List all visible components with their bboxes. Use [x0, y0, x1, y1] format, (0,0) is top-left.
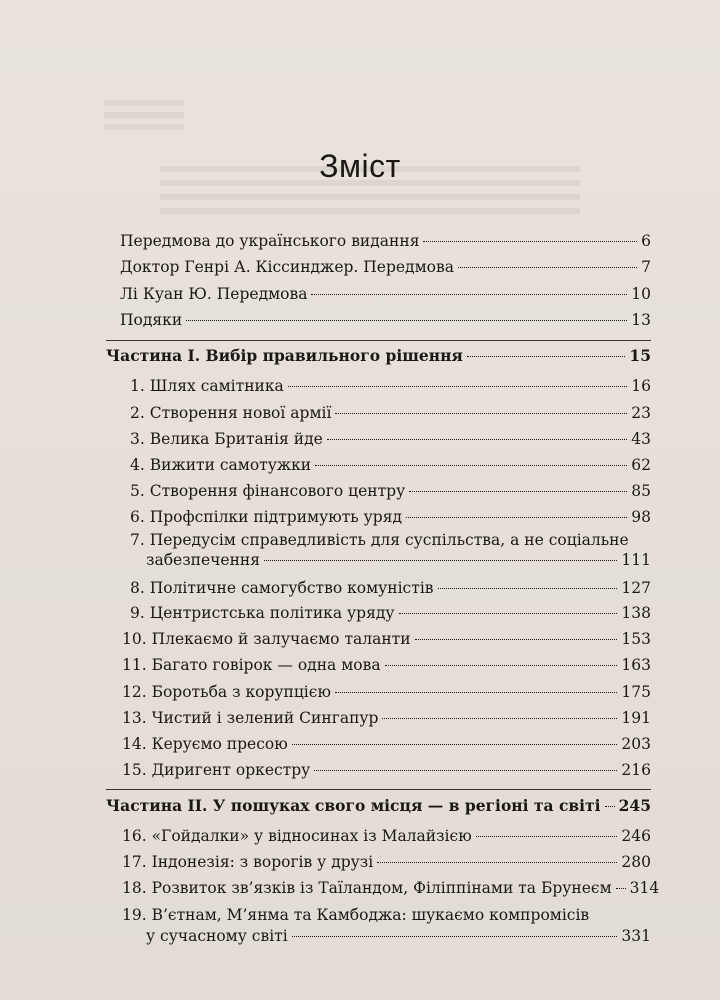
toc-entry-label: 10. Плекаємо й залучаємо таланти [122, 630, 411, 648]
toc-entry-label: 13. Чистий і зелений Сингапур [122, 709, 379, 727]
toc-entry-label: 3. Велика Британія йде [130, 430, 323, 448]
toc-chapter-5[interactable] [130, 480, 651, 502]
toc-page-number: 111 [621, 551, 651, 569]
toc-chapter-11[interactable] [122, 654, 651, 676]
page-title: Зміст [319, 148, 401, 184]
toc-page-number: 62 [631, 456, 651, 474]
dot-leader [399, 613, 618, 614]
dot-leader [605, 806, 615, 807]
dot-leader [423, 241, 637, 242]
toc-page-number: 314 [629, 879, 660, 897]
toc-entry-preface-kissinger[interactable] [120, 256, 651, 278]
dot-leader [382, 718, 617, 719]
dot-leader [327, 439, 627, 440]
toc-part-2[interactable] [106, 795, 651, 817]
toc-page-number: 216 [621, 761, 651, 779]
toc-entry-label: 12. Боротьба з корупцією [122, 683, 331, 701]
toc-entry-label: 1. Шлях самітника [130, 377, 284, 395]
toc-entry-label: 11. Багато говірок — одна мова [122, 656, 381, 674]
dot-leader [377, 862, 617, 863]
toc-entry-label: Передмова до українського видання [120, 232, 420, 250]
toc-page-number: 16 [631, 377, 651, 395]
toc-entry-label: 5. Створення фінансового центру [130, 482, 406, 500]
toc-entry-continuation [146, 549, 651, 571]
toc-entry-label: 4. Вижити самотужки [130, 456, 312, 474]
toc-page-number: 85 [631, 482, 651, 500]
toc-page-number: 191 [621, 709, 651, 727]
toc-entry-label: 7. Передусім справедливість для суспільства, а не соціальне [130, 531, 629, 549]
toc-entry-label: 17. Індонезія: з ворогів у друзі [122, 853, 374, 871]
toc-entry-label: Доктор Генрі А. Кіссинджер. Передмова [120, 258, 454, 276]
dot-leader [335, 413, 627, 414]
toc-chapter-8[interactable] [130, 577, 651, 599]
toc-entry-label: 16. «Гойдалки» у відносинах із Малайзією [122, 827, 472, 845]
toc-entry-label-continuation: забезпечення [146, 551, 261, 569]
toc-page-number: 331 [621, 927, 651, 945]
toc-page-number: 13 [631, 311, 651, 329]
toc-entry-label: 14. Керуємо пресою [122, 735, 288, 753]
toc-chapter-4[interactable] [130, 454, 651, 476]
dot-leader [264, 560, 617, 561]
toc-entry-label: Подяки [120, 311, 183, 329]
dot-leader [385, 665, 618, 666]
toc-part-1[interactable] [106, 345, 651, 367]
toc-page-number: 138 [621, 604, 651, 622]
toc-page-number: 203 [621, 735, 651, 753]
toc-chapter-12[interactable] [122, 681, 651, 703]
toc-page-number: 10 [631, 285, 651, 303]
toc-chapter-15[interactable] [122, 759, 651, 781]
dot-leader [406, 517, 627, 518]
dot-leader [415, 639, 618, 640]
toc-entry-preface-ukrainian[interactable] [120, 230, 651, 252]
toc-part-label: Частина I. Вибір правильного рішення [106, 346, 463, 365]
toc-chapter-9[interactable] [130, 602, 651, 624]
toc-page-number: 15 [629, 346, 651, 365]
toc-entry-preface-lee[interactable] [120, 283, 651, 305]
toc-chapter-1[interactable] [130, 375, 651, 397]
toc-page-number: 163 [621, 656, 651, 674]
dot-leader [314, 770, 617, 771]
toc-entry-label: 9. Центристська політика уряду [130, 604, 395, 622]
toc-page-number: 23 [631, 404, 651, 422]
dot-leader [335, 692, 617, 693]
toc-page-number: 43 [631, 430, 651, 448]
dot-leader [458, 267, 637, 268]
toc-entry-label: Лі Куан Ю. Передмова [120, 285, 308, 303]
dot-leader [438, 588, 618, 589]
toc-chapter-6[interactable] [130, 506, 651, 528]
toc-page-number: 246 [621, 827, 651, 845]
dot-leader [292, 936, 618, 937]
dot-leader [288, 386, 627, 387]
dot-leader [186, 320, 627, 321]
section-divider [106, 340, 651, 341]
toc-page-number: 98 [631, 508, 651, 526]
toc-chapter-16[interactable] [122, 825, 651, 847]
dot-leader [315, 465, 627, 466]
toc-page-number: 6 [641, 232, 651, 250]
toc-part-label: Частина II. У пошуках свого місця — в регіоні та світі [106, 796, 601, 815]
dot-leader [476, 836, 618, 837]
toc-entry-label-continuation: у сучасному світі [146, 927, 288, 945]
toc-entry-label: 19. В’єтнам, М’янма та Камбоджа: шукаємо компромісів [122, 906, 590, 924]
toc-chapter-18[interactable] [122, 877, 660, 899]
toc-page-number: 7 [641, 258, 651, 276]
dot-leader [292, 744, 618, 745]
toc-page-number: 280 [621, 853, 651, 871]
dot-leader [409, 491, 627, 492]
toc-entry-label: 18. Розвиток зв’язків із Таїландом, Філіппінами та Брунеєм [122, 879, 612, 897]
toc-entry-label: 8. Політичне самогубство комуністів [130, 579, 434, 597]
toc-page-number: 127 [621, 579, 651, 597]
toc-chapter-10[interactable] [122, 628, 651, 650]
dot-leader [311, 294, 627, 295]
toc-page-number: 153 [621, 630, 651, 648]
toc-chapter-13[interactable] [122, 707, 651, 729]
toc-entry-label: 6. Профспілки підтримують уряд [130, 508, 403, 526]
toc-chapter-2[interactable] [130, 402, 651, 424]
toc-entry-label: 15. Диригент оркестру [122, 761, 311, 779]
toc-chapter-17[interactable] [122, 851, 651, 873]
toc-page-number: 245 [618, 796, 651, 815]
toc-chapter-3[interactable] [130, 428, 651, 450]
toc-entry-acknowledgements[interactable] [120, 309, 651, 331]
toc-page-number: 175 [621, 683, 651, 701]
dot-leader [467, 356, 626, 357]
toc-entry-continuation [146, 925, 651, 947]
toc-chapter-14[interactable] [122, 733, 651, 755]
dot-leader [616, 888, 626, 889]
toc-entry-label: 2. Створення нової армії [130, 404, 332, 422]
section-divider [106, 789, 651, 790]
